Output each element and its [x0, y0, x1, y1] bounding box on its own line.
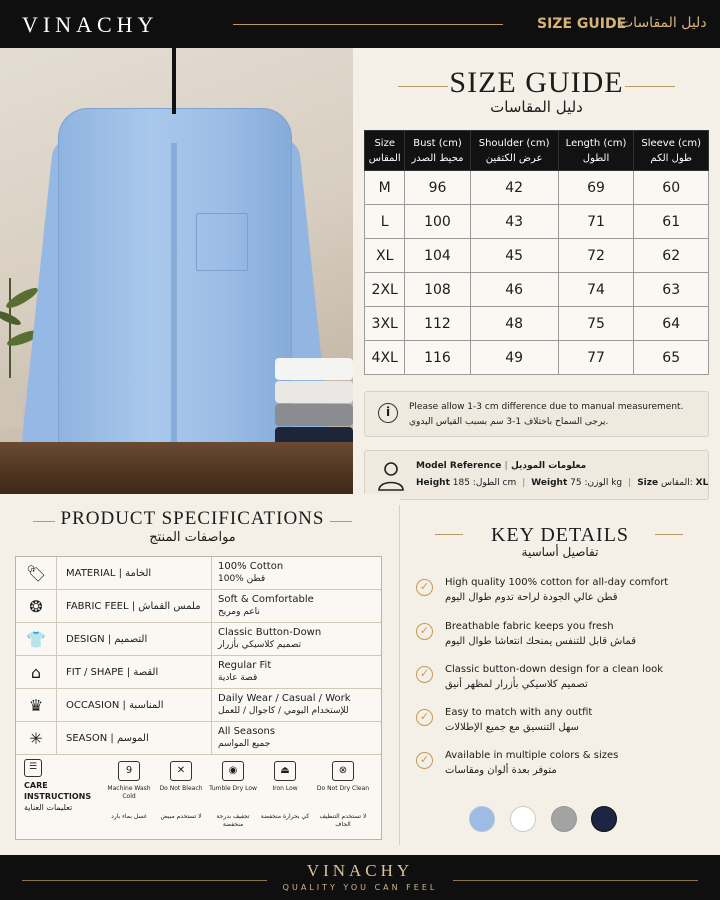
table-row: 4XL 116 49 77 65: [365, 341, 709, 375]
spec-row: ⌂ FIT / SHAPE | القصة Regular Fit قصة عادية: [16, 656, 381, 689]
care-label-ar: لا تستخدم التنظيف الجاف: [319, 813, 367, 828]
occasion-icon: ♛: [16, 689, 57, 722]
check-icon: ✓: [416, 579, 433, 596]
footer-tagline: QUALITY YOU CAN FEEL: [282, 883, 438, 892]
shirt-icon: 👕: [16, 623, 57, 656]
color-swatch-blue[interactable]: [469, 806, 495, 832]
product-specifications: [0, 494, 400, 854]
divider: [233, 24, 503, 25]
hanger: [172, 48, 176, 114]
color-swatch-white[interactable]: [510, 806, 536, 832]
size-guide-title-ar: دليل المقاسات: [490, 98, 583, 116]
check-icon: ✓: [416, 709, 433, 726]
table-row: M 96 42 69 60: [365, 171, 709, 205]
spec-row: ♛ OCCASION | المناسبة Daily Wear / Casual / Work للإستخدام اليومي / كاجوال / للعمل: [16, 689, 381, 722]
column-header-shoulder: Shoulder (cm) عرض الكتفين: [470, 131, 558, 171]
snowflake-icon: ✳: [16, 722, 57, 755]
care-label-ar: غسل بماء بارد: [111, 813, 147, 820]
fabric-icon: ❂: [16, 590, 57, 623]
model-reference: [364, 450, 709, 500]
table-row: L 100 43 71 61: [365, 205, 709, 239]
column-header-sleeve: Sleeve (cm) طول الكم: [634, 131, 709, 171]
tumble-dry-icon: ◉ Tumble Dry Low: [206, 761, 260, 793]
check-icon: ✓: [416, 752, 433, 769]
color-swatch-grey[interactable]: [551, 806, 577, 832]
care-label-icon: ☰: [24, 759, 42, 777]
care-instructions: [16, 755, 381, 839]
measurement-note: [364, 391, 709, 437]
care-label-ar: كي بحرارة منخفضة: [260, 813, 310, 820]
size-guide-panel: [353, 48, 720, 494]
check-icon: ✓: [416, 666, 433, 683]
key-details: KEY DETAILS تفاصيل أساسية ✓ High quality 100% cotton for all-day comfort قطن عالي الجودة لراحة تدوم طوال اليوم ✓ Breathable fabric keeps you fresh قماش قابل للتنفس يمنحك انتعاشا طوال اليوم ✓ Classic button-down design for a clean look تصميم كلاسيكي بأزرار لمظهر أنيق ✓ Easy to match with any outfit سهل التنسيق مع جميع الإطلالات ✓ Available in multiple colors & sizes متوفر بعدة ألوان ومقاسات: [400, 494, 720, 854]
column-header-size: Size المقاس: [365, 131, 405, 171]
spec-row: 🏷 MATERIAL | الخامة 100% Cotton 100% قطن: [16, 557, 381, 590]
spec-row: 👕 DESIGN | التصميم Classic Button-Down تصميم كلاسيكي بأزرار: [16, 623, 381, 656]
top-bar: [0, 0, 720, 48]
model-title: Model Reference | معلومات الموديل: [416, 461, 587, 471]
key-details-title: KEY DETAILS: [490, 524, 630, 546]
product-image: [0, 48, 353, 494]
size-table-header: [365, 131, 709, 171]
note-text: Please allow 1-3 cm difference due to manual measurement.: [409, 402, 684, 412]
size-guide-title: SIZE GUIDE: [449, 66, 624, 99]
column-header-length: Length (cm) الطول: [558, 131, 634, 171]
footer-brand: VINACHY: [306, 861, 414, 880]
specs-title: PRODUCT SPECIFICATIONS: [60, 508, 325, 529]
machine-wash-icon: 9 Machine Wash Cold: [102, 761, 156, 801]
label-icon: 🏷: [16, 557, 57, 590]
note-text-ar: يرجى السماح باختلاف 1-3 سم بسبب القياس اليدوي.: [409, 417, 609, 427]
model-stats: Height الطول: 185 cm | Weight الوزن: 75 kg | Size المقاس: XL: [416, 478, 709, 488]
care-label-ar: تجفيف بدرجة منخفضة: [216, 813, 250, 828]
spec-row: ❂ FABRIC FEEL | ملمس القماش Soft & Comfortable ناعم ومريح: [16, 590, 381, 623]
fit-icon: ⌂: [16, 656, 57, 689]
wooden-shelf: [0, 442, 353, 494]
care-title: ☰ CARE INSTRUCTIONS تعليمات العناية: [24, 759, 108, 813]
column-header-bust: Bust (cm) محيط الصدر: [405, 131, 470, 171]
shirt-pocket: [196, 213, 248, 271]
no-bleach-icon: ✕ Do Not Bleach: [154, 761, 208, 793]
spec-row: ✳ SEASON | الموسم All Seasons جميع المواسم: [16, 722, 381, 755]
table-row: 2XL 108 46 74 63: [365, 273, 709, 307]
brand-logo: VINACHY: [22, 12, 159, 37]
table-row: XL 104 45 72 62: [365, 239, 709, 273]
iron-icon: ⏏ Iron Low: [258, 761, 312, 793]
info-icon: i: [378, 403, 398, 423]
size-table: [364, 130, 709, 375]
care-label-ar: لا تستخدم مبيض: [160, 813, 202, 820]
specs-table: [15, 556, 382, 840]
header-title: SIZE GUIDE: [537, 16, 627, 32]
person-icon: [377, 461, 405, 491]
no-dry-clean-icon: ⊗ Do Not Dry Clean: [316, 761, 370, 793]
check-icon: ✓: [416, 623, 433, 640]
folded-shirts: [275, 358, 353, 450]
footer: [0, 855, 720, 900]
table-row: 3XL 112 48 75 64: [365, 307, 709, 341]
shirt-placket: [171, 143, 177, 483]
color-swatch-navy[interactable]: [591, 806, 617, 832]
specs-title-ar: مواصفات المنتج: [149, 530, 236, 545]
header-title-ar: دليل المقاسات: [620, 15, 707, 31]
key-details-title-ar: تفاصيل أساسية: [521, 545, 599, 559]
